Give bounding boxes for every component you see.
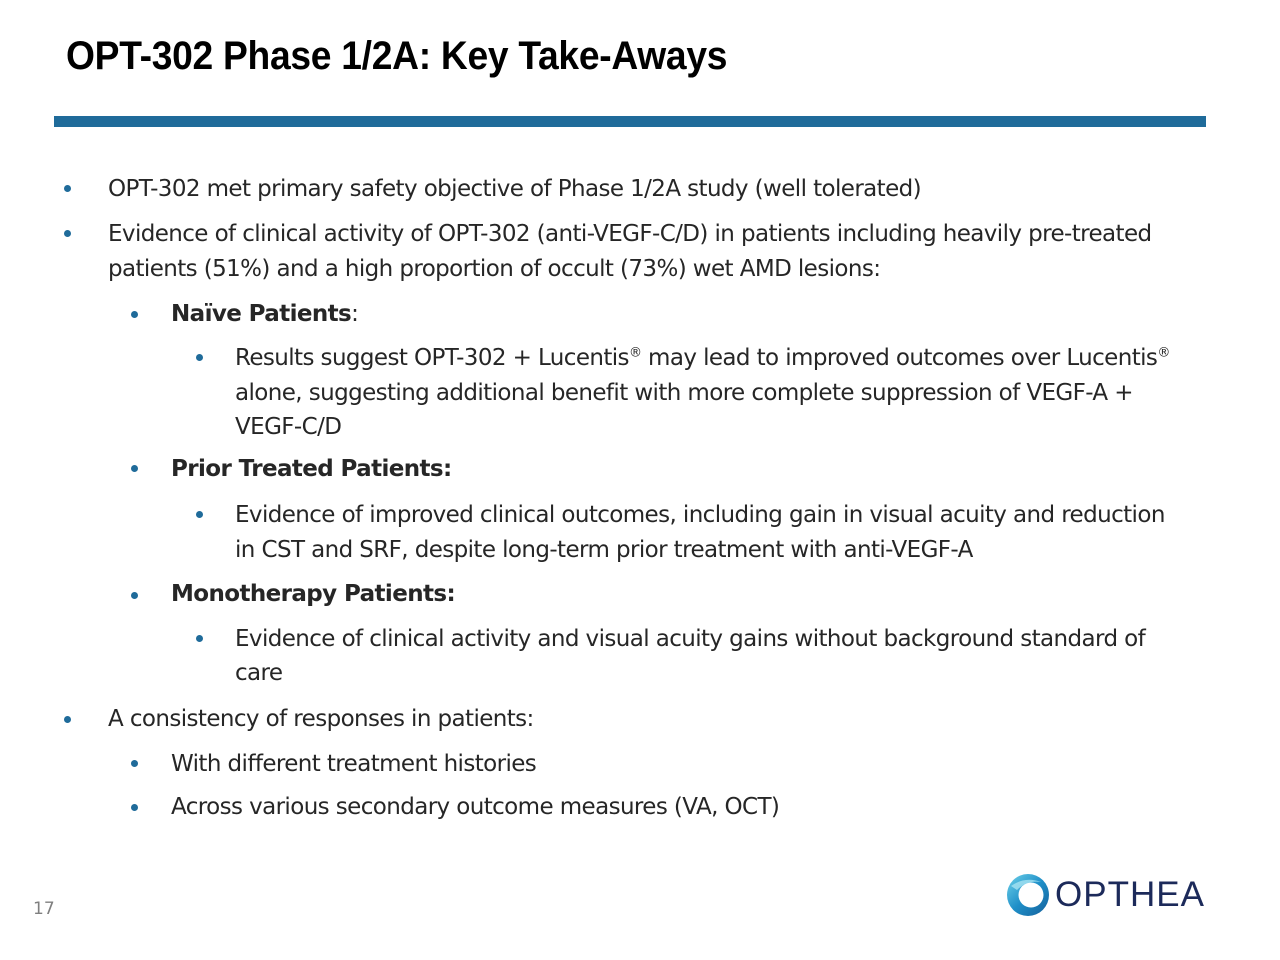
naive-detail-line1 (235, 345, 1170, 371)
bullet-consistency: A consistency of responses in patients: (108, 706, 534, 732)
prior-detail-line1: Evidence of improved clinical outcomes, including gain in visual acuity and reduction (235, 502, 1165, 528)
consistency-sub1: With different treatment histories (171, 751, 537, 777)
registered-mark: ® (1157, 345, 1170, 361)
bullet-icon (196, 354, 203, 361)
bullet-icon (64, 185, 71, 192)
bullet-clinical-activity-line2: patients (51%) and a high proportion of occult (73%) wet AMD lesions: (108, 256, 881, 282)
slide-title: OPT-302 Phase 1/2A: Key Take-Aways (66, 34, 728, 78)
naive-heading-text: Naïve Patients (171, 301, 352, 327)
naive-detail-line2: alone, suggesting additional benefit with more complete suppression of VEGF-A + (235, 380, 1133, 406)
bullet-icon (196, 511, 203, 518)
logo-wordmark: OPTHEA (1055, 875, 1205, 914)
prior-detail-line2: in CST and SRF, despite long-term prior treatment with anti-VEGF-A (235, 537, 973, 563)
naive-detail-part-b: may lead to improved outcomes over Lucentis (641, 345, 1158, 371)
prior-treated-heading: Prior Treated Patients: (171, 456, 452, 482)
bullet-safety: OPT-302 met primary safety objective of Phase 1/2A study (well tolerated) (108, 176, 922, 202)
bullet-icon (64, 716, 71, 723)
naive-detail-part-a: Results suggest OPT-302 + Lucentis (235, 345, 629, 371)
bullet-icon (131, 804, 138, 811)
bullet-clinical-activity-line1: Evidence of clinical activity of OPT-302 (anti-VEGF-C/D) in patients including heavily pre-treated (108, 221, 1152, 247)
bullet-icon (64, 230, 71, 237)
bullet-icon (131, 465, 138, 472)
page-number: 17 (33, 899, 55, 919)
bullet-icon (196, 635, 203, 642)
bullet-icon (131, 311, 138, 318)
mono-detail-line2: care (235, 660, 283, 686)
naive-heading-colon: : (351, 301, 359, 327)
bullet-icon (131, 760, 138, 767)
naive-detail-line3: VEGF-C/D (235, 414, 342, 440)
naive-patients-heading (171, 301, 358, 327)
opthea-logo (1005, 872, 1205, 918)
mono-detail-line1: Evidence of clinical activity and visual acuity gains without background standard of (235, 626, 1146, 652)
bullet-icon (131, 592, 138, 599)
swirl-eye-logo-icon (1005, 872, 1051, 918)
title-divider (54, 116, 1206, 127)
registered-mark: ® (628, 345, 642, 361)
monotherapy-heading: Monotherapy Patients: (171, 581, 456, 607)
consistency-sub2: Across various secondary outcome measures (VA, OCT) (171, 794, 780, 820)
